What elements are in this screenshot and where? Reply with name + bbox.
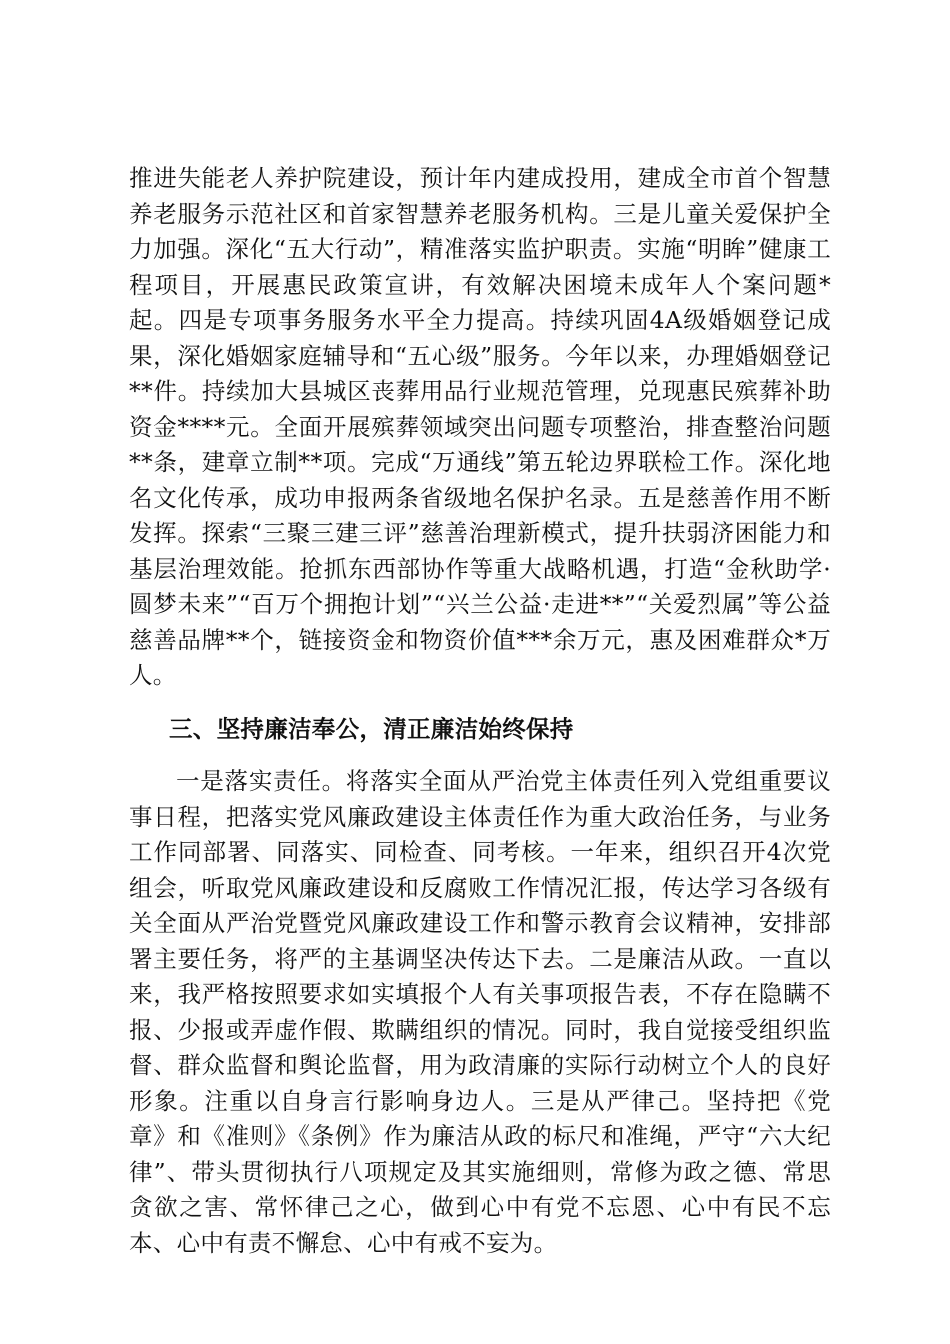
- section-paragraph: 一是落实责任。将落实全面从严治党主体责任列入党组重要议事日程，把落实党风廉政建设主体责任作为重大政治任务，与业务工作同部署、同落实、同检查、同考核。一年来，组织召开4次党组会，听取党风廉政建设和反腐败工作情况汇报，传达学习各级有关全面从严治党暨党风廉政建设工作和警示教育会议精神，安排部署主要任务，将严的主基调坚决传达下去。二是廉洁从政。一直以来，我严格按照要求如实填报个人有关事项报告表，不存在隐瞒不报、少报或弄虚作假、欺瞒组织的情况。同时，我自觉接受组织监督、群众监督和舆论监督，用为政清廉的实际行动树立个人的良好形象。注重以自身言行影响身边人。三是从严律己。坚持把《党章》和《准则》《条例》作为廉洁从政的标尺和准绳，严守“六大纪律”、带头贯彻执行八项规定及其实施细则，常修为政之德、常思贪欲之害、常怀律己之心，做到心中有党不忘恩、心中有民不忘本、心中有责不懈怠、心中有戒不妄为。: [129, 767, 831, 1257]
- document-body: [129, 161, 831, 1261]
- continued-paragraph: 推进失能老人养护院建设，预计年内建成投用，建成全市首个智慧养老服务示范社区和首家智慧养老服务机构。三是儿童关爱保护全力加强。深化“五大行动”，精准落实监护职责。实施“明眸”健康工程项目，开展惠民政策宣讲，有效解决困境未成年人个案问题*起。四是专项事务服务水平全力提高。持续巩固4A级婚姻登记成果，深化婚姻家庭辅导和“五心级”服务。今年以来，办理婚姻登记**件。持续加大县城区丧葬用品行业规范管理，兑现惠民殡葬补助资金****元。全面开展殡葬领域突出问题专项整治，排查整治问题**条，建章立制**项。完成“万通线”第五轮边界联检工作。深化地名文化传承，成功申报两条省级地名保护名录。五是慈善作用不断发挥。探索“三聚三建三评”慈善治理新模式，提升扶弱济困能力和基层治理效能。抢抓东西部协作等重大战略机遇，打造“金秋助学·圆梦未来”“百万个拥抱计划”“兴兰公益·走进**”“关爱烈属”等公益慈善品牌**个，链接资金和物资价值***余万元，惠及困难群众*万人。: [129, 164, 831, 689]
- section-heading: 三、坚持廉洁奉公，清正廉洁始终保持: [169, 714, 574, 743]
